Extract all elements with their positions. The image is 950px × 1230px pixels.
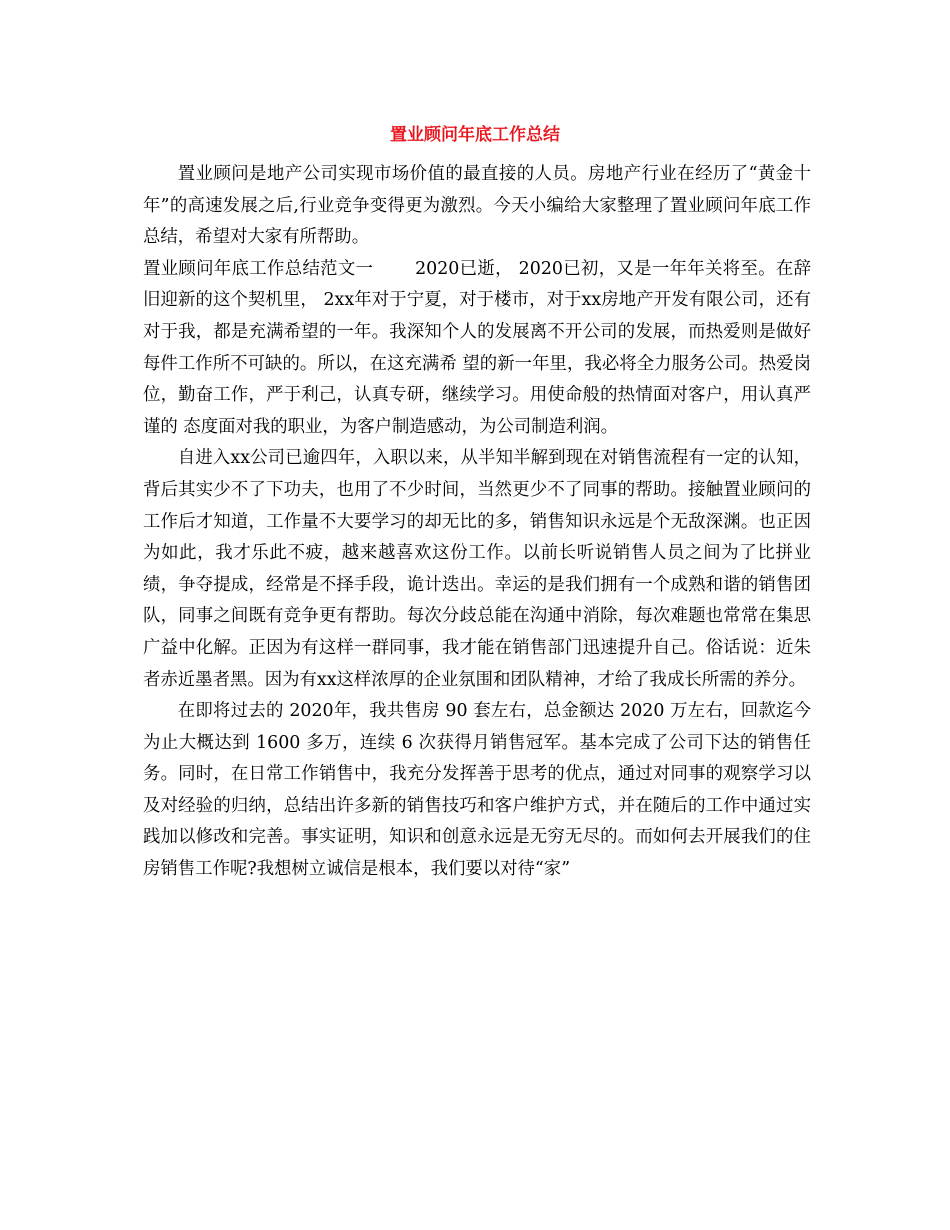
document-body <box>143 158 811 886</box>
sample-one-heading: 置业顾问年底工作总结范文一 <box>143 258 374 279</box>
performance-paragraph: 在即将过去的 2020年，我共售房 90 套左右，总金额达 2020 万左右，回款迄今为止大概达到 1600 多万，连续 6 次获得月销售冠军。基本完成了公司下达的销售任务。同时，在日常工作销售中，我充分发挥善于思考的优点，通过对同事的观察学习以及对经验的归纳，总结出许多新的销售技巧和客户维护方式，并在随后的工作中通过实践加以修改和完善。事实证明，知识和创意永远是无穷无尽的。而如何去开展我们的住房销售工作呢?我想树立诚信是根本，我们要以对待“家” <box>143 701 811 880</box>
intro-paragraph: 置业顾问是地产公司实现市场价值的最直接的人员。房地产行业在经历了“黄金十年”的高速发展之后,行业竞争变得更为激烈。今天小编给大家整理了置业顾问年底工作总结，希望对大家有所帮助。 <box>143 164 811 248</box>
document-title: 置业顾问年底工作总结 <box>390 125 560 145</box>
experience-paragraph: 自进入xx公司已逾四年，入职以来，从半知半解到现在对销售流程有一定的认知，背后其实少不了下功夫，也用了不少时间，当然更少不了同事的帮助。接触置业顾问的工作后才知道，工作量不大要学习的却无比的多，销售知识永远是个无敌深渊。也正因为如此，我才乐此不疲，越来越喜欢这份工作。以前长听说销售人员之间为了比拼业绩，争夺提成，经常是不择手段，诡计迭出。幸运的是我们拥有一个成熟和谐的销售团队，同事之间既有竞争更有帮助。每次分歧总能在沟通中消除，每次难题也常常在集思广益中化解。正因为有这样一群同事，我才能在销售部门迅速提升自己。俗话说：近朱者赤近墨者黑。因为有xx这样浓厚的企业氛围和团队精神，才给了我成长所需的养分。 <box>143 448 811 690</box>
sample-one-paragraph <box>143 254 811 444</box>
sample-one-text: 2020已逝， 2020已初，又是一年年关将至。在辞旧迎新的这个契机里， 2xx年对于宁夏，对于楼市，对于xx房地产开发有限公司，还有对于我，都是充满希望的一年。我深知个人的发展离不开公司的发展，而热爱则是做好每件工作所不可缺的。所以，在这充满希 望的新一年里，我必将全力服务公司。热爱岗位，勤奋工作，严于利己，认真专研，继续学习。用使命般的热情面对客户，用认真严谨的 态度面对我的职业，为客户制造感动，为公司制造利润。 <box>143 258 811 437</box>
